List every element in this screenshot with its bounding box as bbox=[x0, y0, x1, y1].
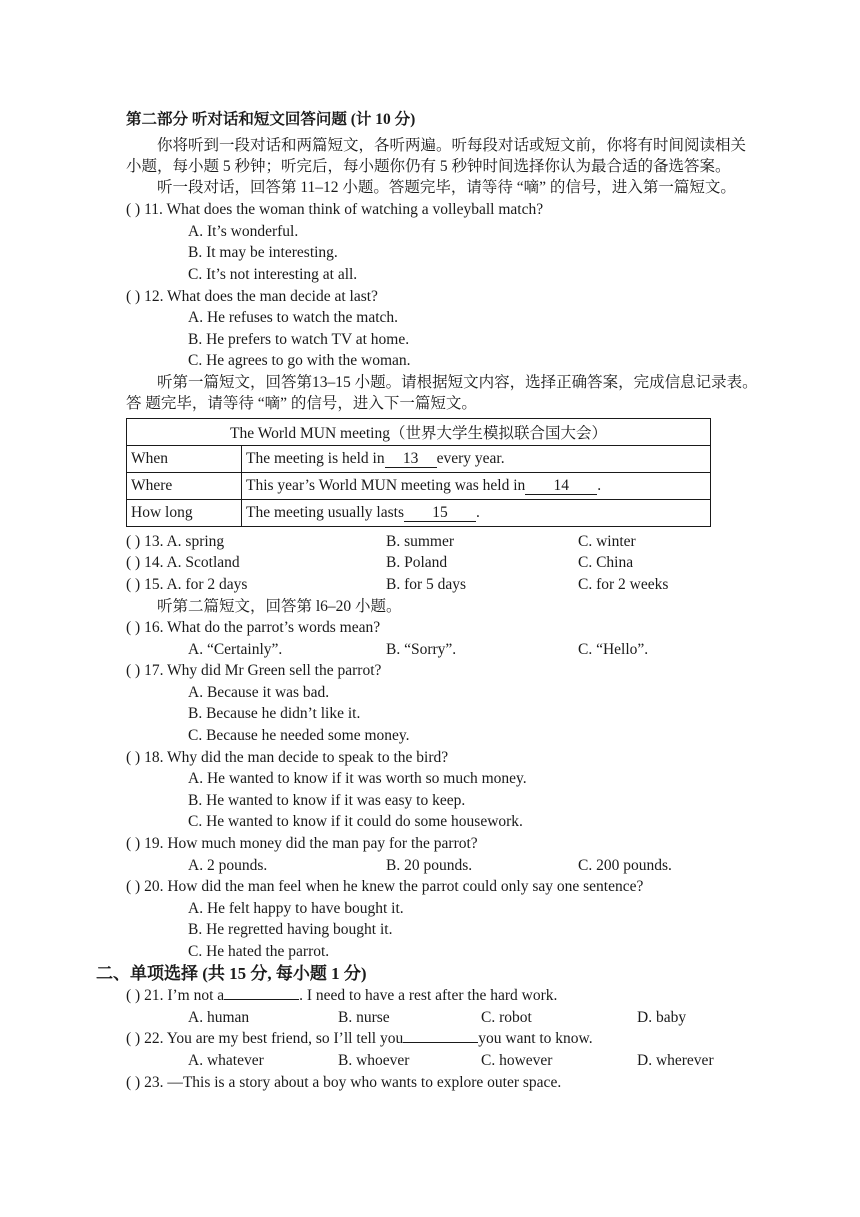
section2-score-total: 15 bbox=[229, 964, 247, 983]
q20-option-c: C. He hated the parrot. bbox=[188, 943, 330, 960]
q22-stem-pre: ( ) 22. You are my best friend, so I’ll tell you bbox=[126, 1030, 404, 1047]
q18-stem: ( ) 18. Why did the man decide to speak to the bird? bbox=[126, 749, 449, 766]
q20-option-a: A. He felt happy to have bought it. bbox=[188, 900, 404, 917]
q19-stem: ( ) 19. How much money did the man pay for the parrot? bbox=[126, 835, 478, 852]
row-text: every year. bbox=[436, 450, 505, 467]
q22-option-d: D. wherever bbox=[637, 1052, 714, 1069]
q15-option-c: C. for 2 weeks bbox=[578, 576, 669, 593]
passage1-intro-line2: 答 题完毕，请等待 “嘀” 的信号，进入下一篇短文。 bbox=[126, 395, 477, 412]
table-row bbox=[127, 500, 711, 527]
row-label-where: Where bbox=[127, 473, 242, 500]
q23-stem: ( ) 23. —This is a story about a boy who wants to explore outer space. bbox=[126, 1074, 562, 1091]
q21-blank bbox=[224, 999, 299, 1000]
q21-option-d: D. baby bbox=[637, 1009, 687, 1026]
q11-stem: ( ) 11. What does the woman think of watching a volleyball match? bbox=[126, 201, 544, 218]
section2-title-a: 二、单项选择 (共 bbox=[96, 964, 230, 983]
table-header-row bbox=[127, 419, 711, 446]
q17-option-a: A. Because it was bad. bbox=[188, 684, 330, 701]
q21-option-c: C. robot bbox=[481, 1009, 532, 1026]
q12-stem: ( ) 12. What does the man decide at last? bbox=[126, 288, 378, 305]
part2-intro-line2: 小题，每小题 5 秒钟；听完后，每小题你仍有 5 秒钟时间选择你认为最合适的备选答案。 bbox=[126, 158, 731, 175]
q14-stem: ( ) 14. A. Scotland bbox=[126, 554, 240, 571]
q11-option-c: C. It’s not interesting at all. bbox=[188, 266, 358, 283]
row-text: The meeting is held in bbox=[246, 450, 385, 467]
q16-stem: ( ) 16. What do the parrot’s words mean? bbox=[126, 619, 381, 636]
q11-option-b: B. It may be interesting. bbox=[188, 244, 338, 261]
q21-option-a: A. human bbox=[188, 1009, 250, 1026]
q15-option-b: B. for 5 days bbox=[386, 576, 467, 593]
q13-option-b: B. summer bbox=[386, 533, 455, 550]
row-value-where bbox=[242, 473, 711, 500]
passage2-intro: 听第二篇短文，回答第 l6–20 小题。 bbox=[157, 598, 402, 615]
part2-title: 第二部分 听对话和短文回答问题 (计 bbox=[126, 111, 376, 128]
table-row bbox=[127, 446, 711, 473]
row-label-when: When bbox=[127, 446, 242, 473]
q21-option-b: B. nurse bbox=[338, 1009, 390, 1026]
q12-option-c: C. He agrees to go with the woman. bbox=[188, 352, 411, 369]
q22-stem-post: you want to know. bbox=[478, 1030, 593, 1047]
q18-option-c: C. He wanted to know if it could do some housework. bbox=[188, 813, 523, 830]
row-text: The meeting usually lasts bbox=[246, 504, 404, 521]
passage1-intro-line1: 听第一篇短文，回答第13–15 小题。请根据短文内容，选择正确答案，完成信息记录表。 bbox=[157, 374, 758, 391]
q20-stem: ( ) 20. How did the man feel when he knew the parrot could only say one sentence? bbox=[126, 878, 644, 895]
blank-13: 13 bbox=[385, 450, 437, 468]
q14-option-b: B. Poland bbox=[386, 554, 448, 571]
q17-option-c: C. Because he needed some money. bbox=[188, 727, 410, 744]
row-label-how-long: How long bbox=[127, 500, 242, 527]
q22-option-a: A. whatever bbox=[188, 1052, 264, 1069]
q18-option-a: A. He wanted to know if it was worth so much money. bbox=[188, 770, 527, 787]
table-header: The World MUN meeting（世界大学生模拟联合国大会） bbox=[127, 419, 711, 446]
row-value-how-long bbox=[242, 500, 711, 527]
blank-14: 14 bbox=[525, 477, 597, 495]
part2-heading bbox=[126, 110, 415, 130]
q22-blank bbox=[403, 1042, 478, 1043]
q19-option-b: B. 20 pounds. bbox=[386, 857, 473, 874]
q11-option-a: A. It’s wonderful. bbox=[188, 223, 299, 240]
part2-intro-line1: 你将听到一段对话和两篇短文，各听两遍。听每段对话或短文前，你将有时间阅读相关 bbox=[157, 137, 747, 154]
part2-title-end: 分) bbox=[390, 111, 416, 128]
q21-stem-post: . I need to have a rest after the hard work. bbox=[299, 987, 558, 1004]
q21-stem bbox=[126, 986, 557, 1006]
q13-stem: ( ) 13. A. spring bbox=[126, 533, 225, 550]
q15-stem: ( ) 15. A. for 2 days bbox=[126, 576, 248, 593]
q17-option-b: B. Because he didn’t like it. bbox=[188, 705, 361, 722]
table-row bbox=[127, 473, 711, 500]
row-text: This year’s World MUN meeting was held in bbox=[246, 477, 526, 494]
mun-info-table bbox=[126, 418, 711, 527]
row-text: . bbox=[475, 504, 480, 521]
q13-option-c: C. winter bbox=[578, 533, 636, 550]
q16-option-c: C. “Hello”. bbox=[578, 641, 649, 658]
q14-option-c: C. China bbox=[578, 554, 634, 571]
part2-score: 10 bbox=[375, 111, 391, 128]
q16-option-a: A. “Certainly”. bbox=[188, 641, 283, 658]
q12-option-b: B. He prefers to watch TV at home. bbox=[188, 331, 410, 348]
blank-15: 15 bbox=[404, 504, 476, 522]
q16-option-b: B. “Sorry”. bbox=[386, 641, 457, 658]
q12-option-a: A. He refuses to watch the match. bbox=[188, 309, 399, 326]
q22-stem bbox=[126, 1029, 593, 1049]
q22-option-c: C. however bbox=[481, 1052, 553, 1069]
row-value-when bbox=[242, 446, 711, 473]
section2-heading bbox=[96, 964, 367, 984]
dialog-intro: 听一段对话，回答第 11–12 小题。答题完毕，请等待 “嘀” 的信号，进入第一篇短文。 bbox=[157, 179, 736, 196]
q17-stem: ( ) 17. Why did Mr Green sell the parrot? bbox=[126, 662, 382, 679]
q19-option-c: C. 200 pounds. bbox=[578, 857, 672, 874]
q21-stem-pre: ( ) 21. I’m not a bbox=[126, 987, 225, 1004]
section2-score-each: 1 bbox=[331, 964, 340, 983]
section2-title-c: 分) bbox=[339, 964, 367, 983]
section2-title-b: 分, 每小题 bbox=[246, 964, 332, 983]
row-text: . bbox=[597, 477, 602, 494]
q22-option-b: B. whoever bbox=[338, 1052, 410, 1069]
q18-option-b: B. He wanted to know if it was easy to keep. bbox=[188, 792, 466, 809]
q19-option-a: A. 2 pounds. bbox=[188, 857, 268, 874]
q20-option-b: B. He regretted having bought it. bbox=[188, 921, 393, 938]
